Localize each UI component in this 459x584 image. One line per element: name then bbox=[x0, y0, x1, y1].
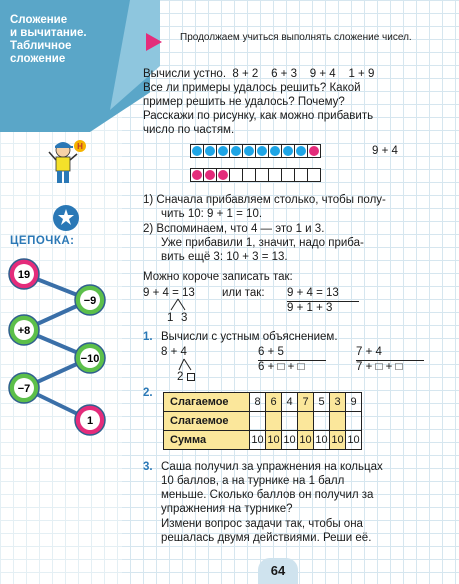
boy-illustration-icon bbox=[46, 138, 86, 188]
chain-node-label: −10 bbox=[80, 353, 100, 365]
table-cell[interactable] bbox=[250, 412, 266, 431]
bead-cell bbox=[255, 144, 269, 158]
chain-node bbox=[75, 285, 105, 315]
bead bbox=[231, 146, 241, 156]
short-note: Можно короче записать так: bbox=[143, 271, 293, 283]
split-lines-icon bbox=[163, 298, 193, 312]
table-cell: 10 bbox=[250, 431, 266, 450]
task-3-line-5: Измени вопрос задачи так, чтобы она bbox=[161, 518, 363, 530]
task-1-expr-b-bottom: 6 + □ + □ bbox=[258, 361, 305, 373]
chain-node-label: 1 bbox=[86, 415, 94, 427]
bead-cell bbox=[307, 168, 321, 182]
section-title-line-3: Табличное bbox=[10, 40, 72, 52]
short-left-expr: 9 + 4 = 13 bbox=[143, 287, 195, 299]
bead-cell bbox=[268, 144, 282, 158]
table-cell: 9 bbox=[346, 393, 362, 412]
bead-cell bbox=[268, 168, 282, 182]
bead bbox=[309, 146, 319, 156]
bead bbox=[205, 170, 215, 180]
split-value-3: 3 bbox=[181, 312, 188, 324]
bead-cell bbox=[190, 144, 204, 158]
bead-cell bbox=[203, 168, 217, 182]
table-cell: 10 bbox=[330, 431, 346, 450]
bead-cell bbox=[203, 144, 217, 158]
table-cell[interactable] bbox=[346, 412, 362, 431]
chain-node bbox=[9, 315, 39, 345]
oral-expr-3: 9 + 4 bbox=[309, 68, 336, 80]
bead-cell bbox=[190, 168, 204, 182]
bead-cell bbox=[242, 168, 256, 182]
bead bbox=[257, 146, 267, 156]
bead-row-bottom bbox=[190, 168, 320, 182]
section-title bbox=[10, 14, 130, 66]
oral-line bbox=[143, 68, 374, 80]
pink-triangle-icon bbox=[146, 33, 162, 51]
bead-cell bbox=[229, 168, 243, 182]
bead-cell bbox=[294, 168, 308, 182]
step-2-line-1: 2) Вспоминаем, что 4 — это 1 и 3. bbox=[143, 223, 325, 235]
bead bbox=[218, 146, 228, 156]
bead bbox=[296, 146, 306, 156]
bead-cell bbox=[281, 168, 295, 182]
table-row-label: Слагаемое bbox=[164, 393, 250, 412]
task-1-text: Вычисли с устным объяснением. bbox=[161, 331, 338, 343]
chain-node bbox=[9, 373, 39, 403]
task-1-expr-b-top: 6 + 5 bbox=[258, 346, 284, 358]
table-cell: 10 bbox=[314, 431, 330, 450]
table-cell: 6 bbox=[266, 393, 282, 412]
step-2-line-2: Уже прибавили 1, значит, надо приба- bbox=[161, 237, 364, 249]
bead bbox=[244, 146, 254, 156]
table-row-label: Сумма bbox=[164, 431, 250, 450]
bead-label: 9 + 4 bbox=[372, 145, 398, 157]
task-1-split-row bbox=[177, 371, 195, 383]
table-row bbox=[164, 431, 362, 450]
table-cell[interactable] bbox=[298, 412, 314, 431]
chain-label: ЦЕПОЧКА: bbox=[10, 235, 75, 247]
chain-node bbox=[9, 259, 39, 289]
table-cell: 10 bbox=[346, 431, 362, 450]
short-or-so: или так: bbox=[222, 287, 265, 299]
bead bbox=[192, 146, 202, 156]
section-title-line-1: Сложение bbox=[10, 14, 68, 26]
bead-cell bbox=[229, 144, 243, 158]
oral-question-4: число по частям. bbox=[143, 124, 235, 136]
task-3-line-6: решалась двумя действиями. Реши её. bbox=[161, 532, 372, 544]
table-cell: 10 bbox=[266, 431, 282, 450]
oral-expr-2: 6 + 3 bbox=[271, 68, 297, 80]
chain-node bbox=[75, 405, 105, 435]
intro-text: Продолжаем учиться выполнять сложение чисел. bbox=[180, 32, 412, 43]
task-1-split-box bbox=[187, 373, 195, 381]
bead bbox=[218, 170, 228, 180]
task-1-split-value: 2 bbox=[177, 371, 184, 383]
table-cell: 7 bbox=[298, 393, 314, 412]
chain-node-label: −9 bbox=[83, 295, 97, 307]
star-badge-icon bbox=[52, 204, 80, 232]
table-cell: 10 bbox=[282, 431, 298, 450]
oral-label: Вычисли устно. bbox=[143, 68, 227, 80]
bead-cell bbox=[216, 168, 230, 182]
table-cell: 4 bbox=[282, 393, 298, 412]
oral-question-2: пример решить не удалось? Почему? bbox=[143, 96, 345, 108]
section-title-line-2: и вычитание. bbox=[10, 27, 87, 39]
task-3-line-3: меньше. Сколько баллов он получил за bbox=[161, 489, 374, 501]
task-1-expr-c-bottom: 7 + □ + □ bbox=[356, 361, 403, 373]
bead-cell bbox=[307, 144, 321, 158]
chain-node bbox=[75, 343, 105, 373]
task-1-split-icon bbox=[177, 358, 195, 371]
task-2-number: 2. bbox=[143, 387, 153, 399]
bead-cell bbox=[281, 144, 295, 158]
oral-question-1: Все ли примеры удалось решить? Какой bbox=[143, 82, 361, 94]
sum-table bbox=[163, 392, 362, 450]
table-cell[interactable] bbox=[330, 412, 346, 431]
section-title-line-4: сложение bbox=[10, 53, 66, 65]
bead bbox=[270, 146, 280, 156]
task-1-number: 1. bbox=[143, 331, 153, 343]
chain-node-label: +8 bbox=[17, 325, 31, 337]
oral-expr-4: 1 + 9 bbox=[348, 68, 375, 80]
chain-node-label: 19 bbox=[17, 269, 31, 281]
short-right-top: 9 + 4 = 13 bbox=[287, 287, 339, 299]
task-3-number: 3. bbox=[143, 461, 153, 473]
split-value-1: 1 bbox=[167, 312, 174, 324]
bead bbox=[205, 146, 215, 156]
short-right-bottom: 9 + 1 + 3 bbox=[287, 302, 333, 314]
bead-cell bbox=[216, 144, 230, 158]
task-3-line-4: упражнения на турнике? bbox=[161, 503, 293, 515]
bead bbox=[283, 146, 293, 156]
task-1-expr-a: 8 + 4 bbox=[161, 346, 187, 358]
chain-diagram bbox=[0, 250, 122, 450]
chain-node-label: −7 bbox=[17, 383, 31, 395]
table-row-label: Слагаемое bbox=[164, 412, 250, 431]
oral-expr-1: 8 + 2 bbox=[232, 68, 259, 80]
bead-cell bbox=[242, 144, 256, 158]
task-3-line-1: Саша получил за упражнения на кольцах bbox=[161, 461, 383, 473]
table-cell[interactable] bbox=[314, 412, 330, 431]
table-cell[interactable] bbox=[282, 412, 298, 431]
oral-question-3: Расскажи по рисунку, как можно прибавить bbox=[143, 110, 374, 122]
table-row bbox=[164, 393, 362, 412]
bead-cell bbox=[294, 144, 308, 158]
table-cell: 3 bbox=[330, 393, 346, 412]
table-cell: 10 bbox=[298, 431, 314, 450]
table-row bbox=[164, 412, 362, 431]
table-cell: 8 bbox=[250, 393, 266, 412]
task-1-expr-c-top: 7 + 4 bbox=[356, 346, 382, 358]
table-cell: 5 bbox=[314, 393, 330, 412]
bead-row-top bbox=[190, 144, 320, 158]
task-3-line-2: 10 баллов, а на турнике на 1 балл bbox=[161, 475, 345, 487]
page-number: 64 bbox=[258, 558, 298, 584]
boy-cap-letter: Н bbox=[77, 142, 83, 151]
bead bbox=[192, 170, 202, 180]
table-cell[interactable] bbox=[266, 412, 282, 431]
step-1-line-2: чить 10: 9 + 1 = 10. bbox=[161, 208, 263, 220]
step-2-line-3: вить ещё 3: 10 + 3 = 13. bbox=[161, 251, 288, 263]
step-1-line-1: 1) Сначала прибавляем столько, чтобы полу- bbox=[143, 194, 386, 206]
bead-cell bbox=[255, 168, 269, 182]
